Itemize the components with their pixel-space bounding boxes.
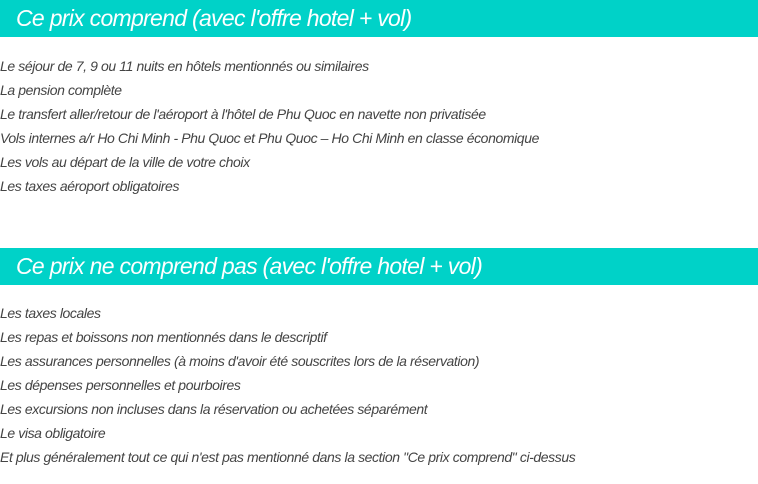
list-item: Et plus généralement tout ce qui n'est pas mentionné dans la section "Ce prix comprend" ci-dessus <box>0 449 576 465</box>
list-item: Les dépenses personnelles et pourboires <box>0 377 241 393</box>
excluded-header <box>0 248 758 285</box>
list-item: Les repas et boissons non mentionnés dans le descriptif <box>0 329 327 345</box>
list-item: Les vols au départ de la ville de votre choix <box>0 154 250 170</box>
included-list <box>0 54 539 198</box>
list-item: Les assurances personnelles (à moins d'avoir été souscrites lors de la réservation) <box>0 353 480 369</box>
list-item: Le visa obligatoire <box>0 425 106 441</box>
list-item: Les excursions non incluses dans la réservation ou achetées séparément <box>0 401 428 417</box>
list-item: La pension complète <box>0 82 122 98</box>
list-item: Vols internes a/r Ho Chi Minh - Phu Quoc et Phu Quoc – Ho Chi Minh en classe économique <box>0 130 539 146</box>
excluded-list <box>0 301 575 469</box>
included-title: Ce prix comprend (avec l'offre hotel + vol) <box>16 5 412 31</box>
list-item: Les taxes locales <box>0 305 101 321</box>
excluded-title: Ce prix ne comprend pas (avec l'offre hotel + vol) <box>16 253 483 279</box>
included-header <box>0 0 758 37</box>
list-item: Le séjour de 7, 9 ou 11 nuits en hôtels mentionnés ou similaires <box>0 58 369 74</box>
list-item: Les taxes aéroport obligatoires <box>0 178 180 194</box>
list-item: Le transfert aller/retour de l'aéroport à l'hôtel de Phu Quoc en navette non privatisée <box>0 106 486 122</box>
